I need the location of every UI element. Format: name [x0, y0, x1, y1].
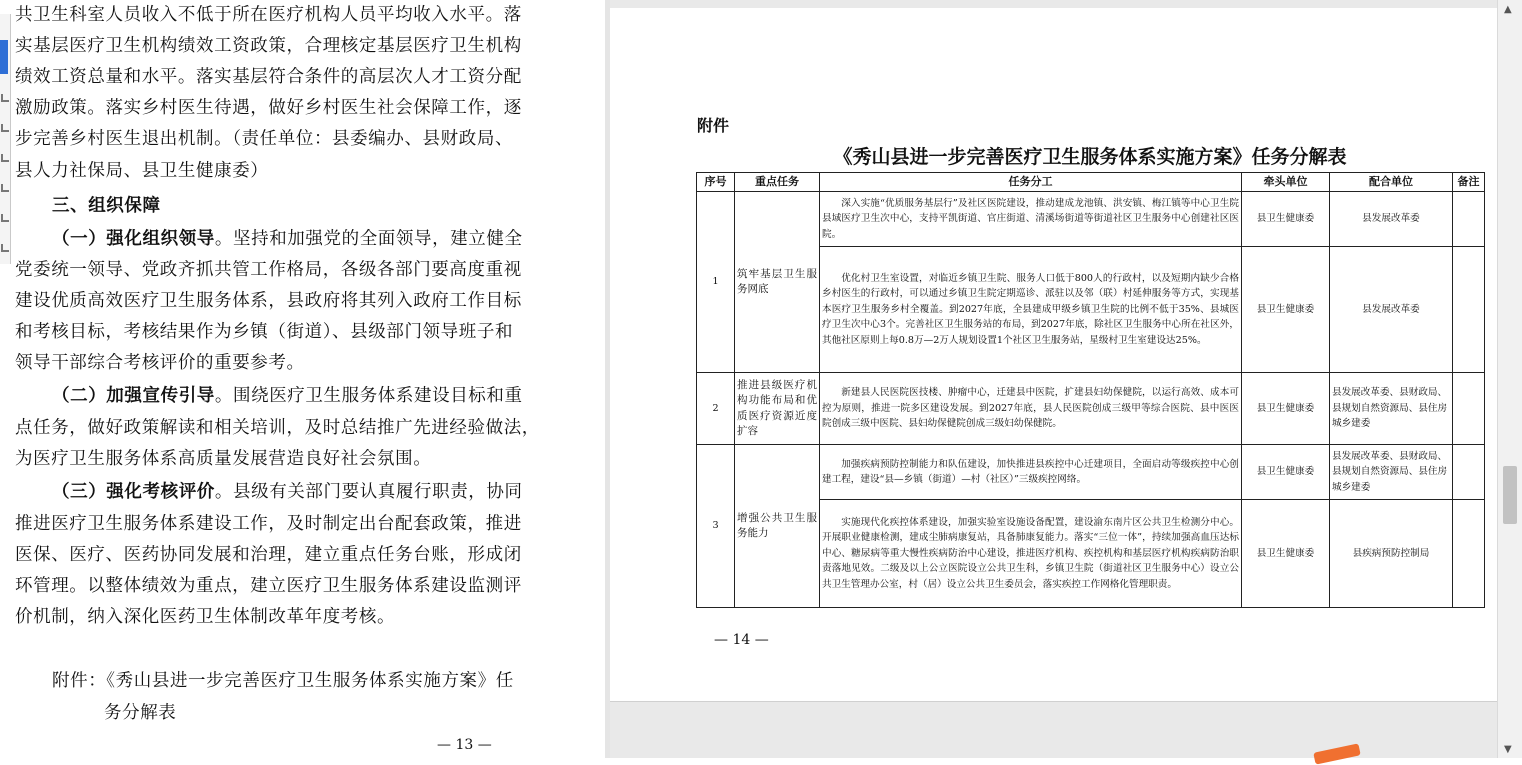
nav-tick-icon [1, 244, 9, 252]
task-detail: 优化村卫生室设置，对临近乡镇卫生院、服务人口低于800人的行政村，以及短期内缺少合格乡村医生的行政村，可以通过乡镇卫生院定期巡诊、派驻以及邻（联）村延伸服务等方式，实现基本医疗卫生服务乡村全覆盖。到2027年底，全县建成甲级乡镇卫生院的比例不低于35%、县城医疗卫生次中心3个。完善社区卫生服务站的布局，到2027年底，除社区卫生服务中心所在社区外，其他社区原则上每0.8万—2万人规划设置1个社区卫生服务站，星级村卫生室建设达25%。 [820, 247, 1242, 373]
note-cell [1453, 500, 1485, 608]
key-task: 推进县级医疗机构功能布局和优质医疗资源近度扩容 [735, 373, 820, 445]
partner-unit: 县发展改革委、县财政局、县规划自然资源局、县住房城乡建委 [1330, 445, 1453, 500]
column-header: 配合单位 [1330, 173, 1453, 192]
body-line: 和考核目标，考核结果作为乡镇（街道）、县级部门领导班子和 [15, 322, 514, 342]
nav-tick-icon [1, 214, 9, 222]
column-header: 备注 [1453, 173, 1485, 192]
table-row [697, 445, 1485, 500]
body-line: 价机制，纳入深化医药卫生体制改革年度考核。 [15, 607, 396, 627]
nav-tick-icon [1, 154, 9, 162]
body-text: 。县级有关部门要认真履行职责，协同 [214, 482, 523, 502]
page-number: — 13 — [437, 737, 492, 753]
body-line: 推进医疗卫生服务体系建设工作，及时制定出台配套政策，推进 [15, 514, 522, 534]
table-row [697, 192, 1485, 247]
lead-unit: 县卫生健康委 [1242, 445, 1330, 500]
key-task: 筑牢基层卫生服务网底 [735, 192, 820, 373]
lead-unit: 县卫生健康委 [1242, 247, 1330, 373]
body-line: 党委统一领导、党政齐抓共管工作格局，各级各部门要高度重视 [15, 260, 522, 280]
note-cell [1453, 247, 1485, 373]
column-header: 任务分工 [820, 173, 1242, 192]
nav-tick-icon [1, 124, 9, 132]
attachment-note: 附件：《秀山县进一步完善医疗卫生服务体系实施方案》任 [52, 671, 514, 691]
paragraph-first-line [52, 385, 523, 407]
scroll-down-arrow-icon[interactable]: ▼ [1504, 744, 1512, 755]
task-detail: 深入实施“优质服务基层行”及社区医院建设，推动建成龙池镇、洪安镇、梅江镇等中心卫生院县域医疗卫生次中心，支持平凯街道、官庄街道、清溪场街道等街道社区卫生服务中心创建社区医院。 [820, 192, 1242, 247]
body-line: 领导干部综合考核评价的重要参考。 [15, 353, 305, 373]
lead-unit: 县卫生健康委 [1242, 500, 1330, 608]
partner-unit: 县发展改革委 [1330, 247, 1453, 373]
table-row [697, 373, 1485, 445]
body-line: 点任务，做好政策解读和相关培训，及时总结推广先进经验做法， [15, 418, 540, 438]
lead-unit: 县卫生健康委 [1242, 192, 1330, 247]
task-detail: 新建县人民医院医技楼、肿瘤中心，迁建县中医院，扩建县妇幼保健院，以运行高效、成本可控为原则，推进一院多区建设发展。到2027年底，县人民医院创成三级甲等综合医院、县中医医院创成三级中医院、县妇幼保健院创成三级妇幼保健院。 [820, 373, 1242, 445]
body-text: 。围绕医疗卫生服务体系建设目标和重 [214, 386, 523, 406]
nav-tick-icon [1, 184, 9, 192]
table-title: 《秀山县进一步完善医疗卫生服务体系实施方案》任务分解表 [833, 146, 1347, 168]
task-breakdown-table [696, 172, 1485, 608]
body-line: 建设优质高效医疗卫生服务体系，县政府将其列入政府工作目标 [15, 291, 522, 311]
row-number: 3 [697, 445, 735, 608]
paragraph-title: （三）强化考核评价 [52, 482, 215, 502]
left-document-page [0, 0, 605, 758]
paragraph-first-line [52, 481, 523, 503]
body-line: 步完善乡村医生退出机制。（责任单位：县委编办、县财政局、 [15, 129, 514, 149]
page-number: — 14 — [714, 632, 769, 648]
scrollbar-thumb[interactable] [1503, 466, 1517, 524]
note-cell [1453, 445, 1485, 500]
row-number: 2 [697, 373, 735, 445]
note-cell [1453, 192, 1485, 247]
partner-unit: 县发展改革委 [1330, 192, 1453, 247]
body-line: 为医疗卫生服务体系高质量发展营造良好社会氛围。 [15, 449, 432, 469]
column-header: 重点任务 [735, 173, 820, 192]
table-header-row [697, 173, 1485, 192]
paragraph-title: （一）强化组织领导 [52, 229, 215, 249]
column-header: 序号 [697, 173, 735, 192]
body-line: 共卫生科室人员收入不低于所在医疗机构人员平均收入水平。落 [15, 5, 522, 25]
partner-unit: 县疾病预防控制局 [1330, 500, 1453, 608]
task-detail: 实施现代化疾控体系建设，加强实验室设施设备配置，建设渝东南片区公共卫生检测分中心。开展职业健康检测，建成尘肺病康复站，具备肺康复能力。落实“三位一体”，持续加强高血压达标中心、糖尿病等重大慢性疾病防治中心建设，推进医疗机构、疾控机构和基层医疗机构疾病防治职责落地见效。二级及以上公立医院设立公共卫生科，乡镇卫生院（街道社区卫生服务中心）设立公共卫生管理办公室，村（居）设立公共卫生委员会，落实疾控工作网格化管理职责。 [820, 500, 1242, 608]
scroll-up-arrow-icon[interactable]: ▲ [1504, 4, 1512, 15]
navigation-strip[interactable] [0, 14, 11, 264]
vertical-scrollbar[interactable] [1497, 0, 1522, 758]
body-line: 激励政策。落实乡村医生待遇，做好乡村医生社会保障工作，逐 [15, 98, 522, 118]
attachment-label: 附件 [697, 116, 730, 135]
body-line: 环管理。以整体绩效为重点，建立医疗卫生服务体系建设监测评 [15, 576, 522, 596]
active-nav-marker[interactable] [0, 40, 8, 74]
note-cell [1453, 373, 1485, 445]
row-number: 1 [697, 192, 735, 373]
body-line: 绩效工资总量和水平。落实基层符合条件的高层次人才工资分配 [15, 67, 522, 87]
body-line: 县人力社保局、县卫生健康委） [15, 161, 269, 181]
paragraph-first-line [52, 228, 523, 250]
section-heading: 三、组织保障 [52, 196, 161, 216]
task-detail: 加强疾病预防控制能力和队伍建设，加快推进县疾控中心迁建项目，全面启动等级疾控中心创建工程，建设“县—乡镇（街道）—村（社区）”三级疾控网络。 [820, 445, 1242, 500]
lead-unit: 县卫生健康委 [1242, 373, 1330, 445]
nav-tick-icon [1, 94, 9, 102]
attachment-note: 务分解表 [104, 703, 177, 723]
paragraph-title: （二）加强宣传引导 [52, 386, 215, 406]
body-line: 实基层医疗卫生机构绩效工资政策，合理核定基层医疗卫生机构 [15, 36, 522, 56]
column-header: 牵头单位 [1242, 173, 1330, 192]
key-task: 增强公共卫生服务能力 [735, 445, 820, 608]
body-text: 。坚持和加强党的全面领导，建立健全 [214, 229, 523, 249]
partner-unit: 县发展改革委、县财政局、县规划自然资源局、县住房城乡建委 [1330, 373, 1453, 445]
body-line: 医保、医疗、医药协同发展和治理，建立重点任务台账，形成闭 [15, 545, 522, 565]
